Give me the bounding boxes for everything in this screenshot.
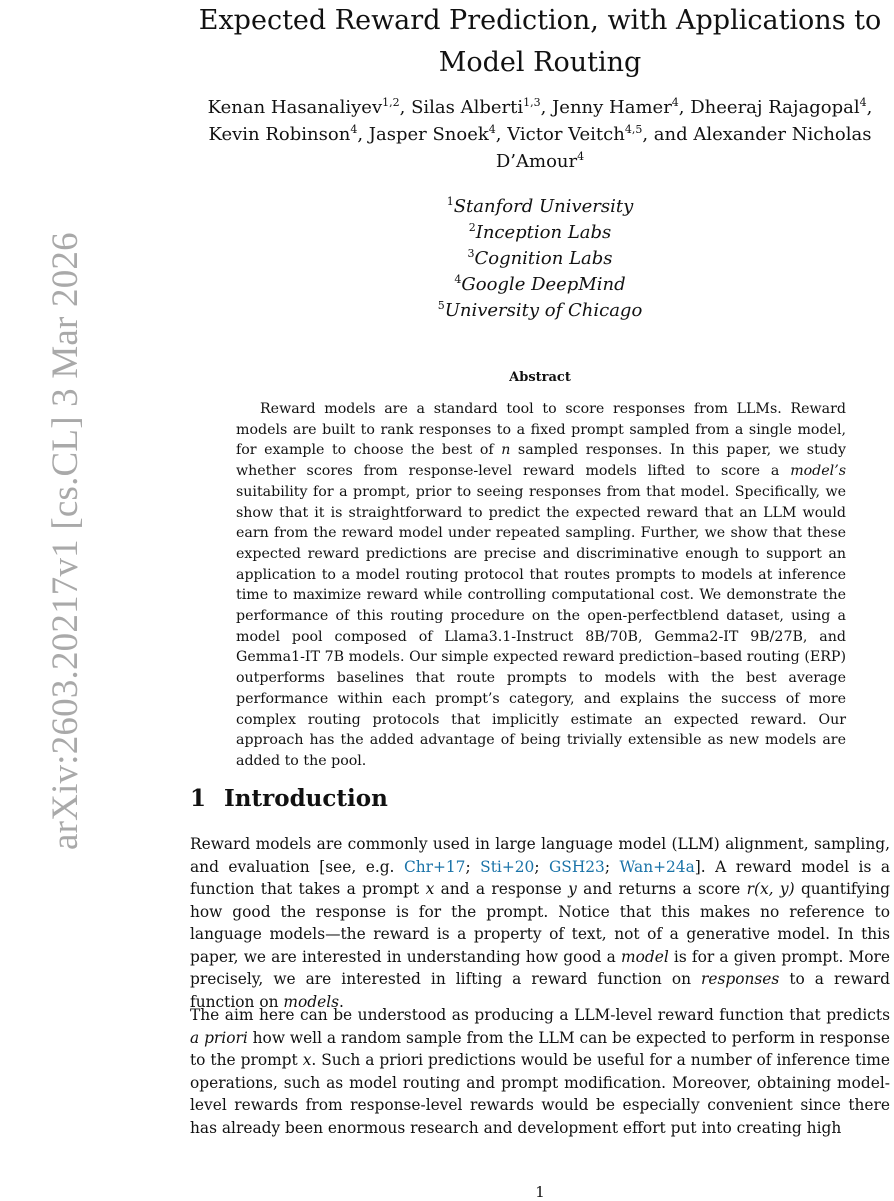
affiliation-name: University of Chicago (444, 300, 643, 321)
citation-link[interactable]: Wan+24a (619, 857, 695, 876)
text-segment: ; (465, 857, 481, 876)
affiliation-number: 2 (468, 221, 476, 234)
paper-title (190, 0, 890, 84)
author-name: Kenan Hasanaliyev (207, 97, 383, 118)
affiliation-number: 4 (454, 273, 462, 286)
text-segment: Reward models are commonly used in large language model (LLM) alignment, sampling, and evaluation [see, e.g. (190, 835, 890, 876)
emphasis: a priori (190, 1028, 248, 1047)
section-heading (190, 785, 388, 812)
affiliation-name: Inception Labs (475, 222, 612, 243)
author-affiliation-mark: 4 (577, 150, 585, 163)
affiliation-number: 1 (446, 195, 454, 208)
page-number: 1 (535, 1183, 545, 1201)
author-affiliation-mark: 1,3 (523, 96, 541, 109)
intro-paragraph-2 (190, 1004, 890, 1139)
author-separator: , (678, 97, 691, 118)
citation-link[interactable]: Sti+20 (480, 857, 535, 876)
author-affiliation-mark: 1,2 (382, 96, 400, 109)
citation-link[interactable]: GSH23 (549, 857, 605, 876)
text-segment: ; (604, 857, 620, 876)
emphasis: model (621, 947, 669, 966)
affiliation (190, 194, 890, 220)
math-variable: x (425, 880, 435, 898)
citation-link[interactable]: Chr+17 (403, 857, 466, 876)
emphasis: models (283, 992, 340, 1011)
author-separator: , (540, 97, 553, 118)
author-affiliation-mark: 4 (488, 123, 496, 136)
author-name: Silas Alberti (411, 97, 524, 118)
abstract-segment: suitability for a prompt, prior to seeing responses from that model. Specifically, we show that it is straightforward to predict the expected reward that an LLM would earn from the reward model under repeated sampling. Further, we show that these expected reward predictions are precise and discriminative enough to support an application to a model routing protocol that routes prompts to models at inference time to maximize reward while controlling computational cost. We demonstrate the performance of this routing procedure on the open-perfectblend dataset, using a model pool composed of Llama3.1-Instruct 8B/70B, Gemma2-IT 9B/27B, and Gemma1-IT 7B models. Our simple expected reward prediction–based routing (ERP) outperforms baselines that route prompts to models with the best average performance within each prompt’s category, and explains the success of more complex routing protocols that implicitly estimate an expected reward. Our approach has the added advantage of being trivially extensible as new models are added to the pool. (236, 483, 846, 769)
author-name: Kevin Robinson (208, 124, 351, 145)
text-segment: and returns a score (576, 880, 747, 898)
section-number: 1 (190, 785, 207, 812)
text-segment: The aim here can be understood as producing a LLM-level reward function that predicts (190, 1006, 890, 1024)
author-name: Jenny Hamer (552, 97, 672, 118)
text-segment: is for a given prompt. More precisely, we are interested in lifting a reward function on (190, 947, 890, 988)
math-variable: x (302, 1051, 312, 1069)
abstract-italic-n: n (501, 442, 511, 459)
math-expression: r(x, y) (746, 880, 795, 898)
author-separator: , (495, 124, 508, 145)
abstract-segment: Reward models are a standard tool to score responses from LLMs. Reward models are built to rank responses to a fixed prompt sampled from a single model, for example to choose the best of (236, 401, 846, 459)
text-segment: ; (534, 857, 549, 876)
abstract-segment: sampled responses. In this paper, we study whether scores from response-level reward models lifted to score a (236, 442, 847, 480)
author-affiliation-mark: 4 (859, 96, 867, 109)
emphasis: responses (701, 970, 780, 988)
math-variable: y (568, 880, 577, 898)
affiliation (190, 298, 890, 324)
author-name: Dheeraj Rajagopal (690, 97, 860, 118)
abstract-text (236, 399, 846, 772)
affiliation (190, 220, 890, 246)
arxiv-identifier: arXiv:2603.20217v1 [cs.CL] 3 Mar 2026 (45, 232, 86, 850)
affiliation-number: 3 (467, 247, 475, 260)
author-affiliation-mark: 4 (671, 96, 679, 109)
text-segment: and a response (434, 880, 569, 898)
text-segment: . Such a priori predictions would be useful for a number of inference time operations, such as model routing and prompt modification. Moreover, obtaining model-level rewards from response-level rewards would be especially convenient since there has already been enormous research and development effort put into creating high (190, 1051, 890, 1137)
affiliation-name: Stanford University (453, 196, 634, 217)
text-segment: how well a random sample from the LLM can be expected to perform in response to the prompt (190, 1028, 890, 1069)
author-name: Alexander Nicholas D’Amour (495, 124, 872, 172)
intro-paragraph-1 (190, 833, 890, 1013)
title-line-2: Model Routing (438, 47, 642, 78)
affiliation-list (190, 194, 890, 324)
text-segment: to a reward function on (190, 970, 890, 1011)
affiliation (190, 246, 890, 272)
author-separator: , (399, 97, 412, 118)
author-name: Jasper Snoek (368, 124, 489, 145)
affiliation-number: 5 (437, 299, 445, 312)
author-separator: , (357, 124, 369, 145)
author-list (190, 94, 890, 175)
affiliation-name: Cognition Labs (474, 248, 613, 269)
section-title: Introduction (224, 785, 388, 812)
text-segment: . (339, 992, 344, 1011)
abstract-italic-models: model’s (790, 463, 846, 480)
author-separator: , (866, 97, 873, 118)
author-affiliation-mark: 4 (350, 123, 358, 136)
text-segment: ]. A reward model is a function that takes a prompt (190, 857, 891, 898)
affiliation (190, 272, 890, 298)
abstract-heading: Abstract (509, 370, 571, 385)
text-segment: quantifying how good the response is for the prompt. Notice that this makes no reference to language models—the reward is a property of text, not of a generative model. In this paper, we are interested in understanding how good a (190, 880, 890, 966)
author-name: Victor Veitch (507, 124, 625, 145)
affiliation-name: Google DeepMind (461, 274, 626, 295)
author-separator: , and (642, 124, 694, 145)
title-line-1: Expected Reward Prediction, with Applications to (198, 5, 882, 36)
author-affiliation-mark: 4,5 (624, 123, 643, 136)
